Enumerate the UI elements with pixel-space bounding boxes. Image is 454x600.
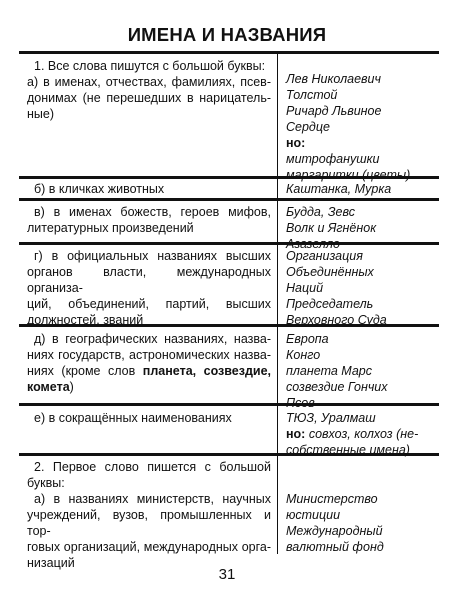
example-line: Объединённых	[286, 265, 374, 279]
text-line: буквы:	[27, 476, 65, 490]
example-line: Верховного Суда	[286, 313, 387, 327]
but-label: но:	[286, 427, 306, 441]
example-line: митрофанушки	[286, 152, 380, 166]
text-line: низаций	[27, 556, 75, 570]
text-line: а) в названиях министерств, научных	[34, 492, 271, 506]
example-line: Сердце	[286, 120, 330, 134]
row-3-examples	[286, 204, 436, 252]
row-6-examples: ТЮЗ, Уралмаш но: совхоз, колхоз (не- собственные имена)	[286, 410, 436, 458]
example-line: Лев Николаевич	[286, 72, 381, 86]
example-line: Наций	[286, 281, 324, 295]
text-line: д) в географических названиях, назва-	[34, 332, 271, 346]
text-line: а) в именах, отчествах, фамилиях, псев-	[27, 75, 271, 89]
exception-words: планета, созвездие,	[142, 364, 271, 378]
example-line: созвездие Гончих	[286, 380, 388, 394]
column-divider	[277, 52, 278, 554]
text-line: органов власти, международных организа-	[27, 265, 271, 295]
example-line: Конго	[286, 348, 321, 362]
text-line: е) в сокращённых наименованиях	[34, 411, 232, 425]
page-title: ИМЕНА И НАЗВАНИЯ	[127, 24, 327, 45]
example-line: Председатель	[286, 297, 374, 311]
example-line: Европа	[286, 332, 329, 346]
row-4-examples	[286, 248, 436, 328]
but-label: но:	[286, 136, 306, 150]
text-line: говых организаций, международных орга-	[27, 540, 271, 554]
text-line: должностей, званий	[27, 313, 144, 327]
text-line: г) в официальных названиях высших	[34, 249, 271, 263]
row-6-rule-text	[27, 410, 271, 426]
row-7-examples	[286, 491, 436, 555]
row-1-examples	[286, 71, 436, 183]
text-line: ниях (кроме слов планета, созвездие,	[27, 364, 271, 378]
row-3-rule-text	[27, 204, 271, 236]
example-line: собственные имена)	[286, 443, 410, 457]
example-line: Международный	[286, 524, 383, 538]
example-line: юстиции	[286, 508, 341, 522]
row-2-examples	[286, 181, 436, 197]
text-line: в) в именах божеств, героев мифов,	[34, 205, 271, 219]
text-line: 2. Первое слово пишется с большой	[34, 460, 271, 474]
text-line: литературных произведений	[27, 221, 194, 235]
text-line: б) в кличках животных	[34, 182, 165, 196]
table-top-rule	[19, 51, 439, 54]
text-line: ниях государств, астрономических назва-	[27, 348, 271, 362]
row-rule-2	[19, 198, 439, 201]
example-line: Псов	[286, 396, 315, 410]
example-line: Министерство	[286, 492, 378, 506]
text-line: комета)	[27, 380, 74, 394]
row-2-rule-text	[27, 181, 271, 197]
example-line: планета Марс	[286, 364, 372, 378]
text-line: ные)	[27, 107, 55, 121]
example-line: Будда, Зевс	[286, 205, 355, 219]
text-line: донимах (не перешедших в нарицатель-	[27, 91, 271, 105]
text-line: учреждений, вузов, промышленных и тор-	[27, 508, 271, 538]
text-line: ций, объединений, партий, высших	[27, 297, 271, 311]
example-line: валютный фонд	[286, 540, 384, 554]
example-line: маргаритки (цветы)	[286, 168, 411, 182]
example-line: Каштанка, Мурка	[286, 182, 392, 196]
example-line: Ричард Львиное	[286, 104, 382, 118]
exception-word: комета	[27, 380, 70, 394]
row-7-rule-text	[27, 459, 271, 571]
page-number: 31	[218, 566, 236, 583]
text-line: 1. Все слова пишутся с большой буквы:	[34, 59, 266, 73]
example-line: Азазелло	[286, 237, 340, 251]
row-1-rule-text	[27, 58, 271, 122]
row-4-rule-text	[27, 248, 271, 328]
example-line: ТЮЗ, Уралмаш	[286, 411, 376, 425]
example-line: Толстой	[286, 88, 338, 102]
example-line: Волк и Ягнёнок	[286, 221, 377, 235]
example-line: Организация	[286, 249, 363, 263]
row-5-examples	[286, 331, 436, 411]
row-5-rule-text	[27, 331, 271, 395]
